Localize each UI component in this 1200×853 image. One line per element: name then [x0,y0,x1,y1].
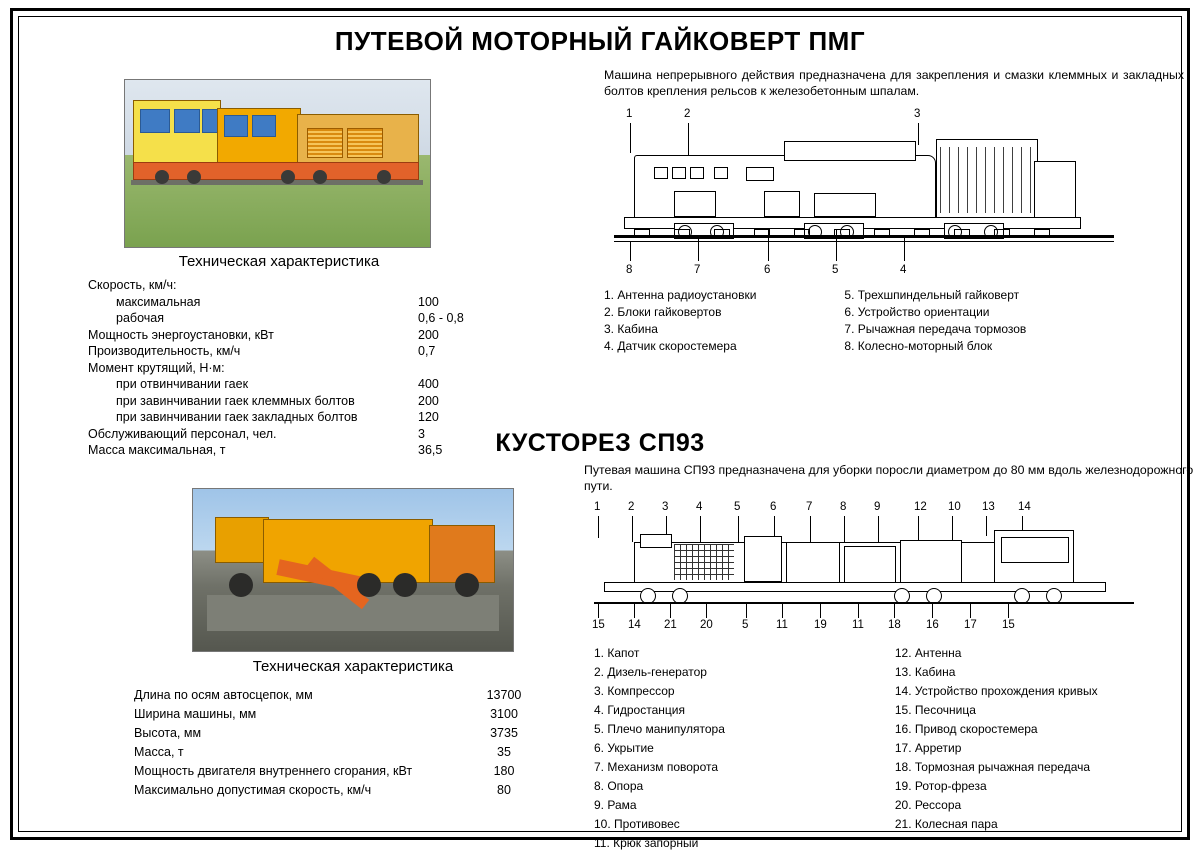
spec-row [88,426,508,443]
poster-content [24,20,1194,850]
spec-row [88,310,508,327]
callout-number: 20 [700,619,713,631]
spec-value: 35 [497,745,511,759]
legend-item: 10. Противовес [594,817,680,831]
callout-number: 1 [594,501,601,513]
page-title-pmg: ПУТЕВОЙ МОТОРНЫЙ ГАЙКОВЕРТ ПМГ [334,26,866,56]
diagram-pmg [584,109,1144,279]
pmg-cabin-louvers [940,147,1032,213]
spec-row [88,442,508,459]
callout-number: 17 [964,619,977,631]
pmg-sleeper [874,229,890,237]
legend-pmg [604,287,1184,355]
pmg-sleeper [794,229,810,237]
callout-leader [904,235,905,261]
callout-number: 13 [982,501,995,513]
legend-item: 2. Дизель-генератор [594,665,707,679]
sp93-wheel [393,573,417,597]
sp93-illustration [207,511,499,631]
photo-sp93-machine [192,488,514,652]
legend-item: 20. Рессора [894,798,962,812]
spec-value: 36,5 [418,443,443,457]
spec-value: 80 [497,783,511,797]
legend-item: 18. Тормозная рычажная передача [894,760,1091,774]
section-pmg-right [544,67,1184,355]
callout-leader [768,229,769,261]
callout-number: 5 [832,264,839,276]
spec-label: при отвинчивании гаек [116,377,249,391]
spec-row [88,393,508,410]
sp93-wheel [357,573,381,597]
spec-value: 3100 [490,707,518,721]
spec-label: Длина по осям автосцепок, мм [134,688,313,702]
pmg-sleeper [714,229,730,237]
sp93-cab [215,517,269,563]
spec-row [88,327,508,344]
pmg-window [174,109,200,133]
sp93-cabin [994,530,1074,588]
pmg-nutrunner-block [764,191,800,217]
spec-row [88,409,508,426]
callout-number: 6 [764,264,771,276]
callout-leader [1008,602,1009,618]
pmg-hood [784,141,916,161]
pmg-nutrunner-block [674,191,716,217]
callout-number: 8 [626,264,633,276]
spec-label: рабочая [116,311,164,325]
spec-label: Масса, т [134,745,184,759]
legend-column-left [604,287,756,355]
legend-item: 13. Кабина [894,665,956,679]
spec-label: Обслуживающий персонал, чел. [88,426,277,441]
legend-item: 8. Колесно-моторный блок [844,339,993,353]
spec-row [134,686,574,705]
legend-column-right [844,287,1026,355]
callout-leader [894,602,895,618]
pmg-illustration [131,92,423,202]
sp93-module [786,542,840,584]
legend-item: 5. Плечо манипулятора [594,722,725,736]
legend-item: 3. Компрессор [594,684,675,698]
spec-label: Максимально допустимая скорость, км/ч [134,783,372,797]
spec-value: 0,7 [418,344,436,358]
legend-sp93 [594,644,1194,853]
legend-item: 4. Датчик скоростемера [604,339,737,353]
pmg-detail [714,167,728,179]
spec-value: 200 [418,327,439,342]
spec-value: 180 [493,764,515,778]
pmg-detail [654,167,668,179]
spec-value: 400 [418,377,439,391]
spec-row [88,294,508,311]
callout-number: 5 [742,619,749,631]
legend-item: 1. Капот [594,646,640,660]
callout-number: 4 [900,264,907,276]
callout-leader [932,602,933,618]
callout-number: 7 [806,501,813,513]
legend-item: 9. Рама [594,798,637,812]
pmg-wheel [155,170,169,184]
legend-column-left [594,644,725,853]
callout-number: 14 [1018,501,1031,513]
pmg-detail [672,167,686,179]
legend-item: 8. Опора [594,779,644,793]
pmg-sleeper [634,229,650,237]
spec-label: Масса максимальная, т [88,443,226,457]
callout-number: 5 [734,501,741,513]
spec-value: 0,6 - 0,8 [418,311,464,325]
legend-item: 21. Колесная пара [894,817,998,831]
spec-label: Скорость, км/ч: [88,278,177,292]
pmg-rail-line [614,241,1114,242]
callout-number: 12 [914,501,927,513]
legend-item: 11. Крюк запорный [594,836,699,850]
legend-item: 2. Блоки гайковертов [604,305,722,319]
sp93-cabin-window [1001,537,1069,563]
legend-item: 7. Механизм поворота [594,760,719,774]
spec-value: 3735 [490,726,518,740]
callout-number: 15 [1002,619,1015,631]
spec-row [88,360,508,377]
callout-number: 2 [684,108,691,120]
callout-leader [836,229,837,261]
pmg-detail [746,167,774,181]
pmg-cab [133,100,221,164]
spec-row [134,762,574,781]
pmg-sleeper [1034,229,1050,237]
spec-label: Момент крутящий, Н·м: [88,360,225,375]
spec-value: 13700 [486,688,522,702]
pmg-technical-drawing [614,137,1114,247]
pmg-window [252,115,276,137]
callout-number: 7 [694,264,701,276]
callout-number: 3 [914,108,921,120]
callout-number: 4 [696,501,703,513]
spec-value: 120 [418,410,439,424]
callout-leader [970,602,971,618]
spec-value: 200 [418,393,439,408]
callout-number: 18 [888,619,901,631]
callout-leader [670,602,671,618]
section-sp93 [24,458,1194,850]
legend-item: 1. Антенна радиоустановки [604,288,757,302]
spec-row [134,724,574,743]
pmg-sleeper [674,229,690,237]
callout-number: 15 [592,619,605,631]
callout-leader [598,602,599,618]
callout-number: 19 [814,619,827,631]
diagram-sp93 [574,502,1174,638]
spec-label: при завинчивании гаек закладных болтов [116,410,358,424]
spec-row [88,277,508,294]
callout-leader [782,602,783,618]
callout-leader [698,235,699,261]
callout-leader [746,602,747,618]
legend-item: 14. Устройство прохождения кривых [894,684,1098,698]
legend-item: 19. Ротор-фреза [894,779,987,793]
spec-label: Высота, мм [134,726,202,740]
legend-column-right [895,644,1098,853]
sp93-hood [640,534,672,548]
spec-caption-pmg: Техническая характеристика [178,253,380,270]
legend-item: 12. Антенна [894,646,962,660]
pmg-window [202,109,218,133]
callout-leader [634,602,635,618]
pmg-sleeper [994,229,1010,237]
callout-number: 11 [852,619,864,631]
callout-number: 3 [662,501,669,513]
pmg-middle-section [217,108,301,166]
pmg-sleeper [914,229,930,237]
callout-leader [706,602,707,618]
callout-number: 21 [664,619,677,631]
legend-item: 5. Трехшпиндельный гайковерт [844,288,1020,302]
legend-item: 15. Песочница [894,703,976,717]
legend-item: 3. Кабина [604,322,658,336]
spec-label: Мощность двигателя внутреннего сгорания, кВт [134,764,413,778]
sp93-wheel [229,573,253,597]
sp93-module [744,536,782,582]
callout-number: 9 [874,501,881,513]
spec-row [88,343,508,360]
sp93-wheel [455,573,479,597]
spec-row [88,376,508,393]
spec-table-pmg [88,277,508,459]
callout-number: 6 [770,501,777,513]
sp93-radiator-mesh [674,544,734,580]
callout-number: 14 [628,619,641,631]
page-title-sp93: КУСТОРЕЗ СП93 [495,429,705,457]
pmg-orientation-device [814,193,876,217]
intro-text-sp93: Путевая машина СП93 предназначена для уборки поросли диаметром до 80 мм вдоль железнодорожного пути. [584,463,1194,493]
legend-item: 6. Устройство ориентации [844,305,990,319]
callout-number: 10 [948,501,961,513]
callout-number: 11 [776,619,788,631]
legend-item: 6. Укрытие [594,741,654,755]
pmg-sleeper [954,229,970,237]
spec-value: 100 [418,294,439,309]
section-sp93-right [544,462,1194,853]
legend-item: 7. Рычажная передача тормозов [844,322,1027,336]
spec-label: Мощность энергоустановки, кВт [88,327,274,342]
spec-caption-sp93: Техническая характеристика [252,658,454,675]
spec-label: Ширина машины, мм [134,707,257,721]
pmg-grill [347,128,383,158]
pmg-window [224,115,248,137]
legend-item: 4. Гидростанция [594,703,685,717]
legend-item: 17. Арретир [894,741,962,755]
callout-leader [858,602,859,618]
pmg-wheel [187,170,201,184]
callout-leader [820,602,821,618]
sp93-rail-line [594,602,1134,604]
callout-number: 2 [628,501,635,513]
spec-value: 3 [418,426,425,441]
photo-pmg-machine [124,79,431,248]
pmg-wheel [281,170,295,184]
spec-label: максимальная [116,294,201,309]
callout-number: 16 [926,619,939,631]
spec-table-sp93 [134,686,574,800]
pmg-wheel [313,170,327,184]
pmg-nose [1034,161,1076,221]
sp93-module [900,540,962,584]
spec-label: при завинчивании гаек клеммных болтов [116,393,355,408]
pmg-detail [690,167,704,179]
spec-label: Производительность, км/ч [88,344,241,358]
callout-number: 8 [840,501,847,513]
callout-number: 1 [626,108,633,120]
spec-row [134,705,574,724]
pmg-grill [307,128,343,158]
pmg-window [140,109,170,133]
spec-row [134,743,574,762]
callout-leader [630,241,631,261]
intro-text-pmg: Машина непрерывного действия предназначена для закрепления и смазки клеммных и закладных болтов крепления рельсов к железобетонным шпалам. [604,68,1184,98]
spec-row [134,781,574,800]
sp93-module [844,546,896,584]
pmg-wheel [377,170,391,184]
sp93-technical-drawing [594,528,1134,606]
legend-item: 16. Привод скоростемера [894,722,1038,736]
